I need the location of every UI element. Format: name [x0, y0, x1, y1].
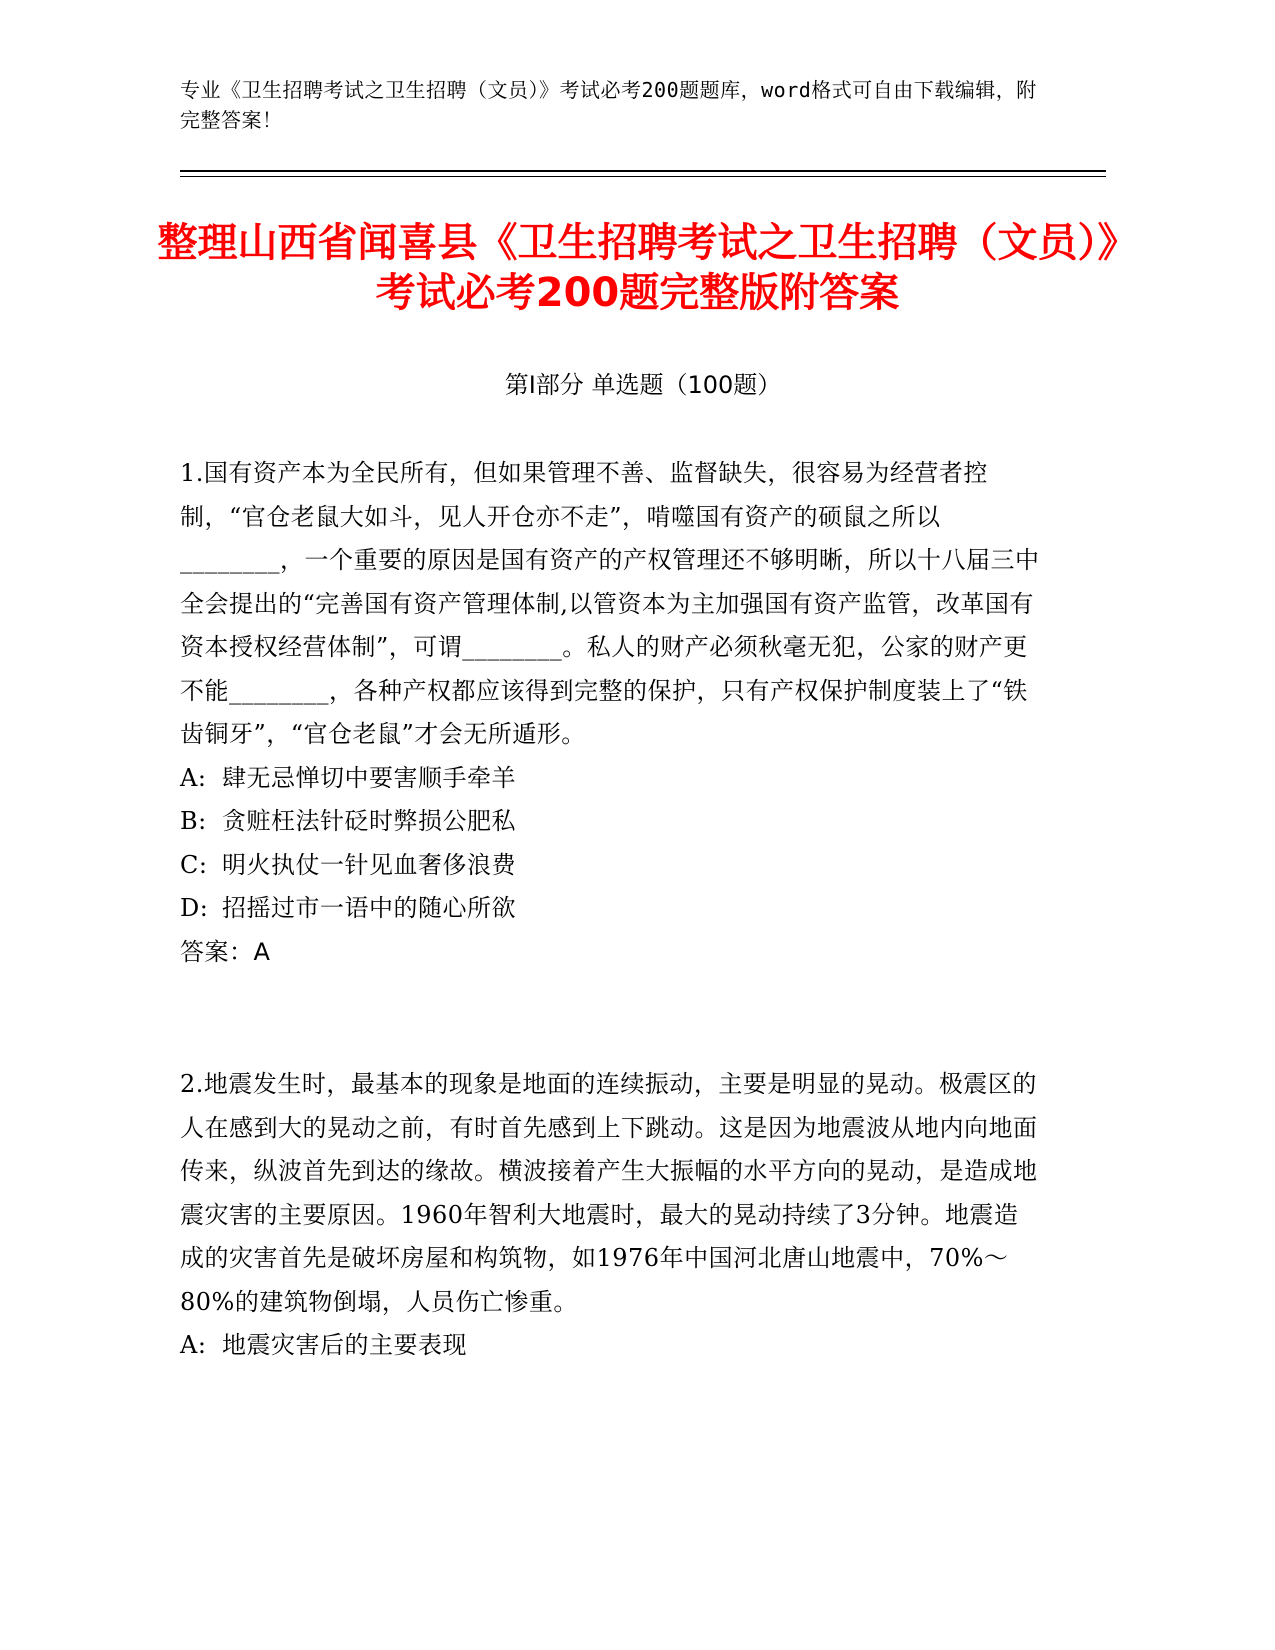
option-text: 地震灾害后的主要表现: [222, 1331, 467, 1359]
header-note: 专业《卫生招聘考试之卫生招聘（文员）》考试必考200题题库，word格式可自由下载编辑，附完整答案！: [180, 78, 1037, 132]
option-text: 招摇过市一语中的随心所欲: [222, 894, 516, 922]
option-text: 贪赃枉法针砭时弊损公肥私: [222, 807, 516, 835]
question-2: [180, 1063, 1040, 1368]
option-key: A:: [180, 1331, 207, 1359]
option-key: C:: [180, 850, 208, 879]
header-divider: [180, 170, 1106, 172]
question-text: 1.国有资产本为全民所有，但如果管理不善、监督缺失，很容易为经营者控制，“官仓老鼠大如斗，见人开仓亦不走”，啃噬国有资产的硕鼠之所以________，一个重要的原因是国有资产的产权管理还不够明晰，所以十八届三中全会提出的“完善国有资产管理体制,以管资本为主加强国有资产监管，改革国有资本授权经营体制”，可谓________。私人的财产必须秋毫无犯，公家的财产更不能________，各种产权都应该得到完整的保护，只有产权保护制度装上了“铁齿铜牙”，“官仓老鼠”才会无所遁形。: [180, 459, 1040, 748]
option-b: [180, 800, 1040, 844]
header-divider-thin: [180, 176, 1106, 177]
answer-line: 答案：A: [180, 937, 271, 966]
option-text: 肆无忌惮切中要害顺手牵羊: [222, 763, 516, 792]
option-text: 明火执仗一针见血奢侈浪费: [222, 850, 516, 879]
option-c: [180, 844, 1040, 888]
option-a: [180, 1324, 1040, 1368]
option-key: B:: [180, 807, 207, 835]
question-text: 2.地震发生时，最基本的现象是地面的连续振动，主要是明显的晃动。极震区的人在感到大的晃动之前，有时首先感到上下跳动。这是因为地震波从地内向地面传来，纵波首先到达的缘故。横波接着产生大振幅的水平方向的晃动，是造成地震灾害的主要原因。1960年智利大地震时，最大的晃动持续了3分钟。地震造成的灾害首先是破坏房屋和构筑物，如1976年中国河北唐山地震中，70%～80%的建筑物倒塌，人员伤亡惨重。: [180, 1070, 1038, 1316]
section-title: 第I部分 单选题（100题）: [504, 371, 782, 399]
option-a: [180, 757, 1040, 801]
document-title: 整理山西省闻喜县《卫生招聘考试之卫生招聘（文员）》考试必考200题完整版附答案: [157, 220, 1118, 316]
question-1: [180, 452, 1040, 974]
option-key: A:: [180, 763, 207, 792]
option-key: D:: [180, 894, 209, 922]
option-d: [180, 887, 1040, 931]
